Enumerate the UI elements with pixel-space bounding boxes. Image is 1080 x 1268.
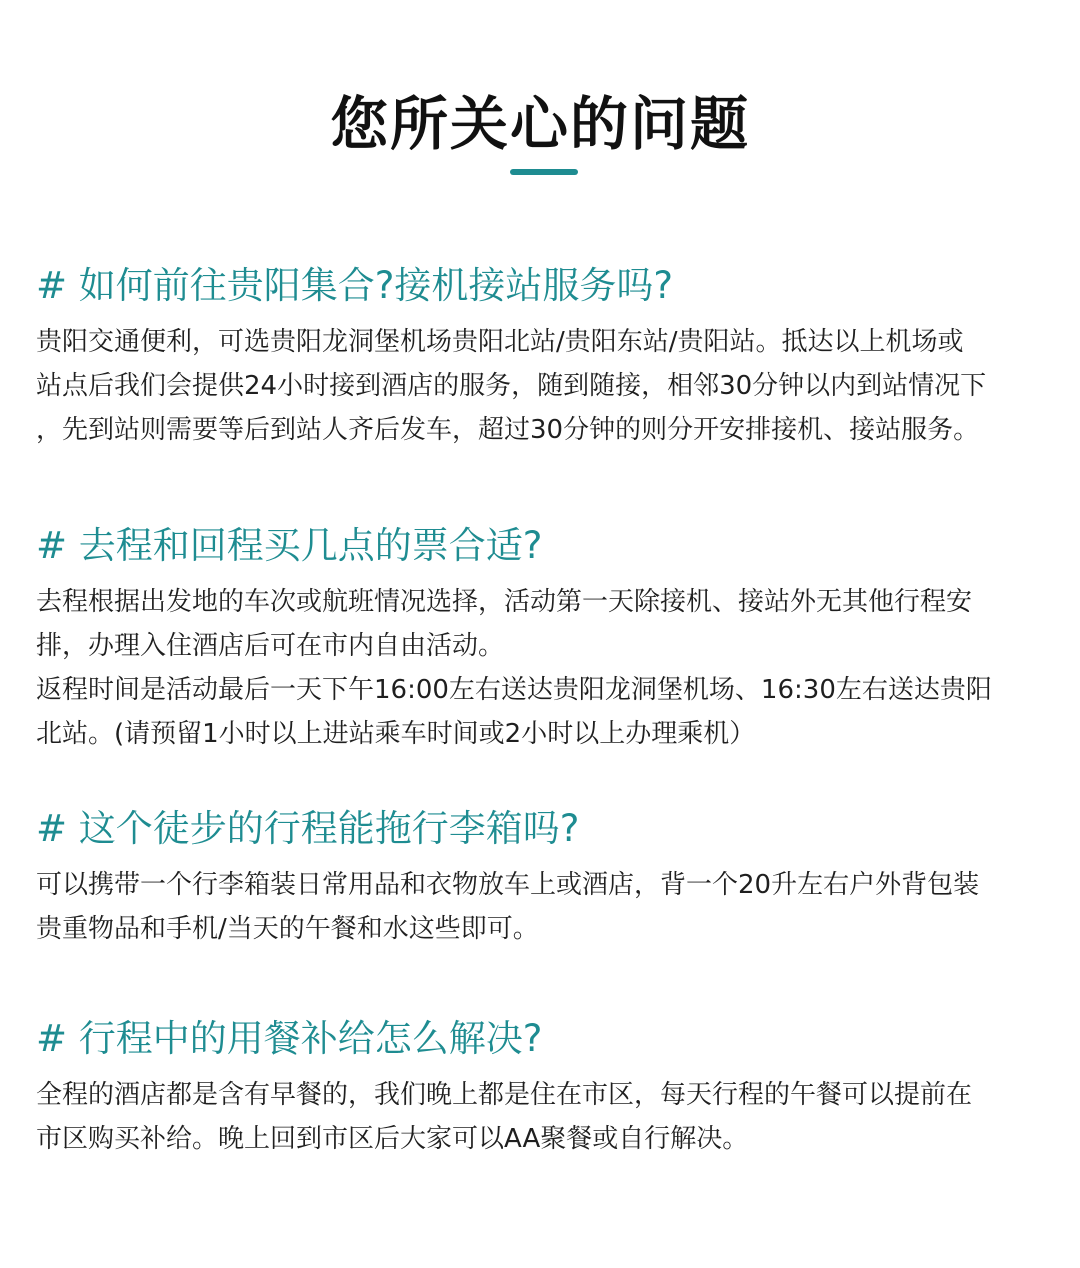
faq-answer xyxy=(36,863,1056,951)
faq-answer-line: 北站。(请预留1小时以上进站乘车时间或2小时以上办理乘机） xyxy=(36,719,756,749)
faq-item-luggage xyxy=(36,805,1056,951)
title-underline xyxy=(510,169,578,175)
faq-question: # 如何前往贵阳集合?接机接站服务吗? xyxy=(36,264,674,307)
faq-answer-line: 站点后我们会提供24小时接到酒店的服务，随到随接，相邻30分钟以内到站情况下 xyxy=(36,371,987,401)
faq-answer-line: 排，办理入住酒店后可在市内自由活动。 xyxy=(36,631,505,661)
faq-answer-line: 全程的酒店都是含有早餐的，我们晚上都是住在市区，每天行程的午餐可以提前在 xyxy=(36,1080,973,1110)
faq-answer xyxy=(36,320,1056,452)
faq-answer-line: 返程时间是活动最后一天下午16:00左右送达贵阳龙洞堡机场、16:30左右送达贵阳 xyxy=(36,675,992,705)
faq-item-meals xyxy=(36,1015,1056,1161)
faq-answer-line: 去程根据出发地的车次或航班情况选择，活动第一天除接机、接站外无其他行程安 xyxy=(36,587,973,617)
faq-answer-line: 可以携带一个行李箱装日常用品和衣物放车上或酒店，背一个20升左右户外背包装 xyxy=(36,870,980,900)
faq-question: # 行程中的用餐补给怎么解决? xyxy=(36,1017,543,1060)
faq-item-tickets xyxy=(36,522,1056,756)
faq-answer xyxy=(36,580,1056,756)
faq-answer-line: 贵重物品和手机/当天的午餐和水这些即可。 xyxy=(36,914,539,944)
faq-item-transport xyxy=(36,262,1056,452)
faq-answer-line: 市区购买补给。晚上回到市区后大家可以AA聚餐或自行解决。 xyxy=(36,1124,749,1154)
faq-answer-line: 贵阳交通便利，可选贵阳龙洞堡机场贵阳北站/贵阳东站/贵阳站。抵达以上机场或 xyxy=(36,327,964,357)
faq-question: # 这个徒步的行程能拖行李箱吗? xyxy=(36,807,580,850)
faq-question: # 去程和回程买几点的票合适? xyxy=(36,524,543,567)
faq-answer-line: ，先到站则需要等后到站人齐后发车，超过30分钟的则分开安排接机、接站服务。 xyxy=(36,415,980,445)
page-title: 您所关心的问题 xyxy=(329,90,750,158)
faq-answer xyxy=(36,1073,1056,1161)
